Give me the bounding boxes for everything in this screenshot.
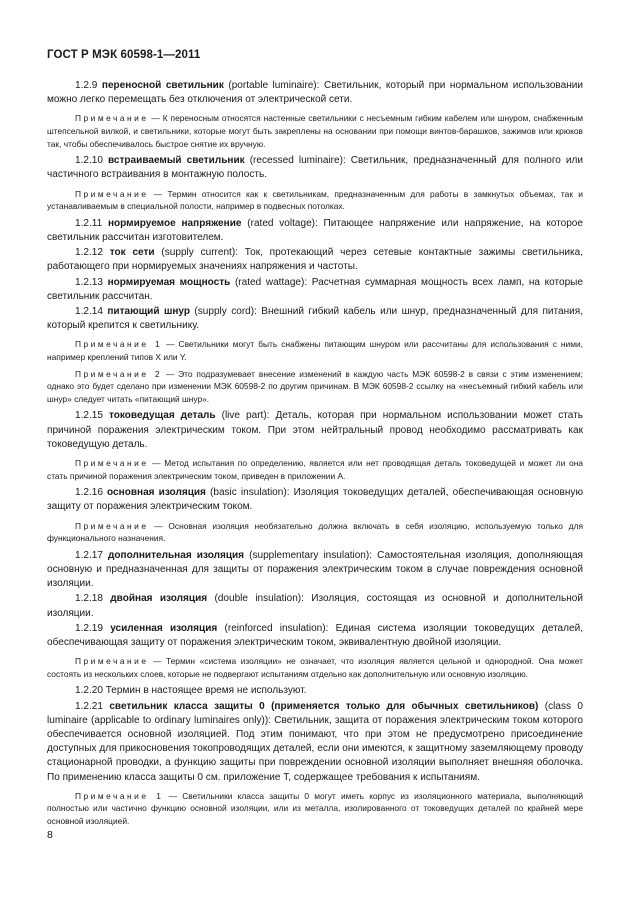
- clause-1-2-13: [47, 276, 583, 304]
- note-label: Примечание 1: [75, 339, 163, 350]
- clause-term: усиленная изоляция: [110, 622, 218, 634]
- clause-text: (basic insulation): Изоляция токоведущих деталей, обеспечивающая основную защиту от поражения электрическим током.: [47, 487, 583, 513]
- note-text: — Метод испытания по определению, является или нет проводящая деталь токоведущей и может ли она стать причиной поражения электрическим током, приведен в приложении А.: [47, 457, 583, 481]
- clause-1-2-19: [47, 622, 583, 650]
- clause-1-2-9: [47, 79, 583, 107]
- note-label: Примечание: [75, 520, 149, 531]
- clause-text: (live part): Деталь, которая при нормальном использовании может стать причиной поражения электрическим током. При этом нейтральный провод необходимо рассматривать как токоведущую деталь.: [47, 410, 583, 450]
- clause-term: нормируемая мощность: [107, 276, 231, 288]
- clause-1-2-20: 1.2.20 Термин в настоящее время не используют.: [75, 685, 307, 697]
- clause-text: (rated voltage): Питающее напряжение или напряжение, на которое светильник рассчитан изготовителем.: [47, 217, 583, 243]
- clause-number: 1.2.18: [75, 593, 103, 605]
- note-text: — Термин относится как к светильникам, предназначенным для работы в замкнутых объемах, так и устанавливаемым в специальной полости, например в подвесных потолках.: [47, 188, 583, 212]
- note-1-2-16: [47, 520, 583, 545]
- clause-1-2-12: [47, 246, 583, 274]
- document-body: [47, 79, 583, 832]
- note-text: — Светильники класса защиты 0 могут иметь корпус из изоляционного материала, выполняющий полностью или частично функцию основной изоляции, или из металла, изолированного от токоведущих деталей по крайней мере основной изоляцией.: [47, 790, 583, 826]
- clause-number: 1.2.19: [75, 622, 103, 634]
- note-label: Примечание 1: [75, 790, 164, 801]
- note-text: — К переносным относятся настенные светильники с несъемным гибким кабелем или шнуром, снабженным штепсельной вилкой, и светильники, которые могут быть закреплены на основании при помощи винтов-барашков, зажимов или крюков так, чтобы обеспечивалось быстрое снятие их вручную.: [47, 113, 583, 149]
- clause-term: встраиваемый светильник: [107, 155, 245, 167]
- clause-number: 1.2.12: [75, 247, 103, 259]
- note-text: — Это подразумевает внесение изменений в каждую часть МЭК 60598-2 в связи с этим изменением; однако это будет сделано при изменении МЭК 60598-2 по другим причинам. В МЭК 60598-2 ссылку на «несъемный гибкий кабель или шнур» следует читать «питающий шнур».: [47, 368, 583, 404]
- clause-1-2-16: [47, 486, 583, 514]
- clause-term: светильник класса защиты 0 (применяется только для обычных светильников): [109, 700, 539, 712]
- clause-1-2-18: [47, 592, 583, 620]
- note-1-2-9: [47, 112, 583, 150]
- clause-number: 1.2.13: [75, 276, 103, 288]
- clause-text: (rated wattage): Расчетная суммарная мощность всех ламп, на которые светильник рассчитан.: [47, 276, 583, 302]
- note-1-2-19: [47, 655, 583, 680]
- clause-term: токоведущая деталь: [108, 410, 216, 422]
- clause-term: дополнительная изоляция: [108, 549, 245, 561]
- clause-number: 1.2.14: [75, 306, 103, 317]
- note-1-2-15: [47, 457, 583, 482]
- clause-1-2-17: [47, 549, 583, 592]
- clause-text: (supply current): Ток, протекающий через сетевые контактные зажимы светильника, работающего при нормируемых значениях напряжения и частоты.: [47, 247, 584, 273]
- clause-text: (portable luminaire): Светильник, который при нормальном использовании можно легко перемещать без отключения от электрической сети.: [47, 80, 584, 106]
- note-1-2-21: [47, 790, 583, 828]
- clause-term: переносной светильник: [101, 80, 224, 91]
- note-label: Примечание: [75, 188, 149, 199]
- note-text: — Светильники могут быть снабжены питающим шнуром или рассчитаны для использования с ними, например креплений типов X или Y.: [47, 339, 583, 362]
- note-1-2-14-1: [47, 338, 583, 363]
- clause-number: 1.2.10: [75, 155, 103, 167]
- page-header: ГОСТ Р МЭК 60598-1—2011: [47, 49, 201, 61]
- clause-term: ток сети: [109, 247, 155, 259]
- clause-number: 1.2.16: [75, 487, 103, 499]
- clause-text: (supply cord): Внешний гибкий кабель или шнур, предназначенный для питания, который крепится к светильнику.: [47, 306, 583, 332]
- note-text: — Термин «система изоляции» не означает, что изоляция является цельной и однородной. Она может состоять из нескольких слоев, которые не подвергают испытаниям отдельно как дополнительную или основную изоляцию.: [47, 656, 583, 679]
- clause-term: двойная изоляция: [110, 593, 208, 605]
- clause-number: 1.2.11: [75, 217, 103, 229]
- clause-1-2-21: [47, 700, 583, 785]
- clause-1-2-14: [47, 305, 583, 333]
- note-label: Примечание 2: [75, 368, 163, 379]
- page-number: 8: [47, 829, 53, 841]
- note-label: Примечание: [75, 656, 149, 667]
- note-label: Примечание: [75, 113, 149, 124]
- note-text: — Основная изоляция необязательно должна включать в себя изоляцию, используемую только для функционального назначения.: [47, 520, 583, 544]
- clause-1-2-10: [47, 154, 583, 182]
- clause-text: (supplementary insulation): Самостоятельная изоляция, дополняющая основную и предназначенная для защиты от поражения электрическим током в случае повреждения основной изоляции.: [47, 549, 583, 590]
- clause-number: 1.2.21: [75, 700, 103, 712]
- note-1-2-14-2: [47, 368, 583, 406]
- clause-number: 1.2.15: [75, 410, 103, 422]
- note-label: Примечание: [75, 457, 149, 468]
- clause-term: питающий шнур: [107, 306, 190, 317]
- clause-1-2-11: [47, 217, 583, 245]
- clause-1-2-15: [47, 409, 583, 452]
- clause-number: 1.2.17: [75, 549, 103, 561]
- clause-text: (class 0 luminaire (applicable to ordinary luminaires only)): Светильник, защита от поражения электрическим током которого обеспечивается основной изоляцией. Под этим понимают, что при этом не предусмотрено присоединение доступных для прикосновения токопроводящих деталей, если они имеются, к защитному заземляющему проводу стационарной проводки, а функцию защиты при повреждении основной изоляции выполняет внешняя оболочка. По применению класса защиты 0 см. приложение Т, содержащее требования к испытаниям.: [47, 700, 583, 783]
- clause-text: (recessed luminaire): Светильник, предназначенный для полного или частичного встраивания в монтажную полость.: [47, 155, 583, 181]
- clause-text: (reinforced insulation): Единая система изоляции токоведущих деталей, обеспечивающая защиту от поражения электрическим током, эквивалентную двойной изоляции.: [47, 622, 584, 648]
- clause-term: нормируемое напряжение: [107, 217, 242, 229]
- clause-text: (double insulation): Изоляция, состоящая из основной и дополнительной изоляции.: [47, 593, 583, 619]
- clause-number: 1.2.9: [75, 80, 98, 91]
- note-1-2-10: [47, 188, 583, 213]
- clause-term: основная изоляция: [107, 487, 206, 499]
